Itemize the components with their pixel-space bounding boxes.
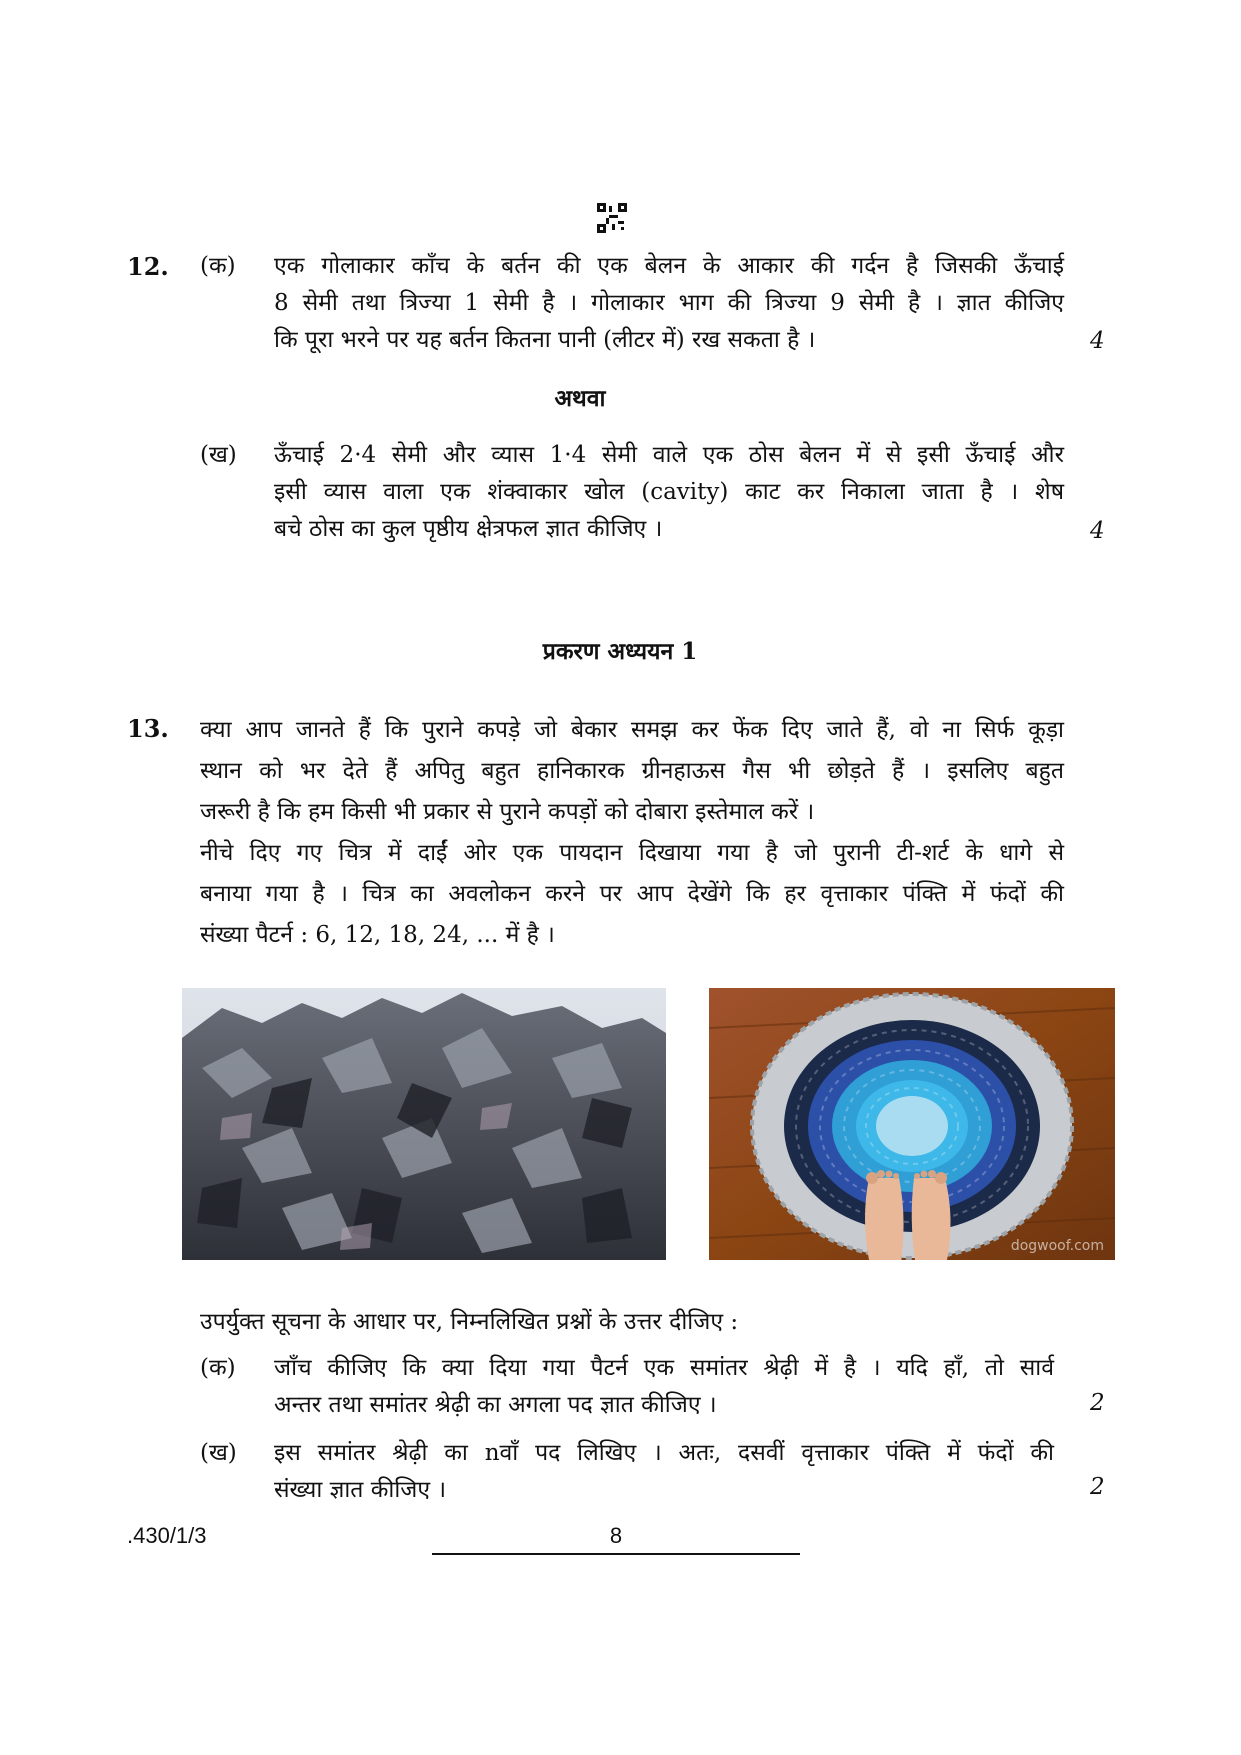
marks: 4	[1090, 328, 1105, 354]
instruction-text: उपर्युक्त सूचना के आधार पर, निम्नलिखित प्रश्नों के उत्तर दीजिए :	[200, 1309, 739, 1335]
text-line: इस समांतर श्रेढ़ी का nवाँ पद लिखिए । अतः, दसवीं वृत्ताकार पंक्ति में फंदों की	[274, 1440, 1054, 1466]
question-number: 12.	[127, 252, 169, 281]
option-label: (ख)	[200, 1440, 237, 1466]
option-label: (क)	[200, 1355, 236, 1381]
case-study-heading: प्रकरण अध्ययन 1	[542, 638, 698, 665]
text-line: 8 सेमी तथा त्रिज्या 1 सेमी है । गोलाकार भाग की त्रिज्या 9 सेमी है । ज्ञात कीजिए	[274, 290, 1064, 316]
text-line: बचे ठोस का कुल पृष्ठीय क्षेत्रफल ज्ञात कीजिए ।	[274, 516, 663, 542]
qr-code-icon	[597, 203, 627, 233]
text-line: ऊँचाई 2·4 सेमी और व्यास 1·4 सेमी वाले एक ठोस बेलन में से इसी ऊँचाई और	[274, 442, 1064, 468]
tshirt-rug-image	[709, 988, 1115, 1260]
text-line: बनाया गया है । चित्र का अवलोकन करने पर आप देखेंगे कि हर वृत्ताकार पंक्ति में फंदों की	[200, 881, 1064, 907]
text-line: इसी व्यास वाला एक शंक्वाकार खोल (cavity) काट कर निकाला जाता है । शेष	[274, 479, 1064, 505]
passage	[200, 833, 1064, 956]
option-label: (ख)	[200, 442, 237, 468]
question-text	[274, 437, 1064, 548]
text-line: एक गोलाकार काँच के बर्तन की एक बेलन के आकार की गर्दन है जिसकी ऊँचाई	[274, 253, 1064, 279]
or-label: अथवा	[554, 385, 606, 412]
text-line: नीचे दिए गए चित्र में दाईं ओर एक पायदान दिखाया गया है जो पुरानी टी-शर्ट के धागे से	[200, 840, 1064, 866]
footer-rule	[432, 1553, 800, 1555]
paper-code: .430/1/3	[127, 1523, 207, 1548]
text-line: जरूरी है कि हम किसी भी प्रकार से पुराने कपड़ों को दोबारा इस्तेमाल करें ।	[200, 799, 815, 825]
text-line: कि पूरा भरने पर यह बर्तन कितना पानी (लीटर में) रख सकता है ।	[274, 327, 816, 353]
passage	[200, 710, 1064, 833]
marks: 2	[1090, 1390, 1105, 1416]
question-number: 13.	[127, 714, 169, 743]
text-line: संख्या ज्ञात कीजिए ।	[274, 1477, 447, 1503]
option-label: (क)	[200, 253, 236, 279]
text-line: संख्या पैटर्न : 6, 12, 18, 24, ... में है ।	[200, 922, 555, 948]
question-text	[274, 248, 1064, 359]
image-watermark: dogwoof.com	[1010, 1238, 1104, 1254]
text-line: स्थान को भर देते हैं अपितु बहुत हानिकारक ग्रीनहाऊस गैस भी छोड़ते हैं । इसलिए बहुत	[200, 758, 1064, 784]
marks: 4	[1090, 518, 1105, 544]
question-text	[274, 1350, 1054, 1424]
page-number: 8	[609, 1523, 623, 1548]
text-line: अन्तर तथा समांतर श्रेढ़ी का अगला पद ज्ञात कीजिए ।	[274, 1392, 717, 1418]
text-line: क्या आप जानते हैं कि पुराने कपड़े जो बेकार समझ कर फेंक दिए जाते हैं, वो ना सिर्फ कूड़ा	[200, 717, 1064, 743]
landfill-clothes-image	[182, 988, 666, 1260]
text-line: जाँच कीजिए कि क्या दिया गया पैटर्न एक समांतर श्रेढ़ी में है । यदि हाँ, तो सार्व	[274, 1355, 1054, 1381]
question-text	[274, 1435, 1054, 1509]
marks: 2	[1090, 1474, 1105, 1500]
